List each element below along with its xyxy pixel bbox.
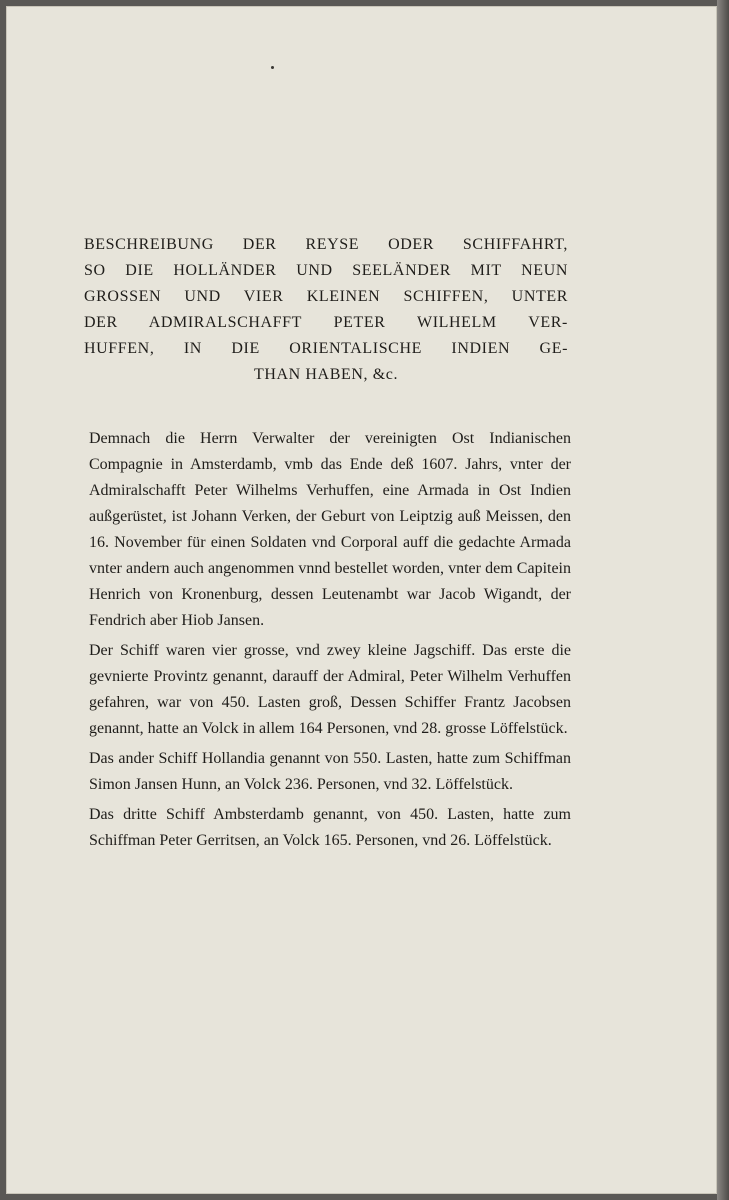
heading-line: HUFFEN, IN DIE ORIENTALISCHE INDIEN GE- xyxy=(84,340,568,357)
paragraph: Demnach die Herrn Verwalter der vereinigten Ost Indianischen Compagnie in Amsterdamb, vmb das Ende deß 1607. Jahrs, vnter der Admiralschafft Peter Wilhelms Verhuffen, eine Armada in Ost Indien außgerüstet, ist Johann Verken, der Geburt von Leiptzig auß Meissen, den 16. November für einen Soldaten vnd Corporal auff die gedachte Armada vnter andern auch angenommen vnnd bestellet worden, vnter dem Capitein Henrich von Kronenburg, dessen Leutenambt war Jacob Wigandt, der Fendrich aber Hiob Jansen. xyxy=(89,430,571,629)
paragraph: Das ander Schiff Hollandia genannt von 550. Lasten, hatte zum Schiffman Simon Jansen Hunn, an Volck 236. Personen, vnd 32. Löffelstück. xyxy=(89,750,571,793)
paragraph: Der Schiff waren vier grosse, vnd zwey kleine Jagschiff. Das erste die gevnierte Provintz genannt, darauff der Admiral, Peter Wilhelm Verhuffen gefahren, war von 450. Lasten groß, Dessen Schiffer Frantz Jacobsen genannt, hatte an Volck in allem 164 Personen, vnd 28. grosse Löffelstück. xyxy=(89,642,571,737)
heading-line: DER ADMIRALSCHAFFT PETER WILHELM VER- xyxy=(84,314,568,331)
chapter-heading xyxy=(84,232,568,388)
page-edge-shadow xyxy=(717,0,729,1200)
heading-line: GROSSEN UND VIER KLEINEN SCHIFFEN, UNTER xyxy=(84,288,568,305)
paper-speck xyxy=(271,66,274,69)
heading-line: BESCHREIBUNG DER REYSE ODER SCHIFFAHRT, xyxy=(84,236,568,253)
heading-line: SO DIE HOLLÄNDER UND SEELÄNDER MIT NEUN xyxy=(84,262,568,279)
heading-line: THAN HABEN, &c. xyxy=(253,366,399,383)
body-text xyxy=(89,426,571,854)
paragraph: Das dritte Schiff Ambsterdamb genannt, von 450. Lasten, hatte zum Schiffman Peter Gerritsen, an Volck 165. Personen, vnd 26. Löffelstück. xyxy=(89,806,571,849)
